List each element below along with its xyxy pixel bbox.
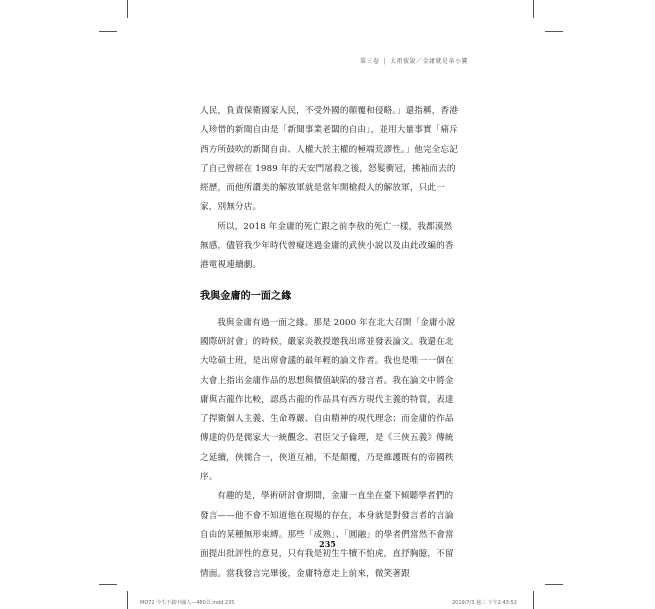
header-title: 太祖彼說／金庸就是韋小寶 [390,58,469,65]
crop-mark [545,584,563,585]
crop-mark [545,31,563,32]
crop-mark [127,591,128,609]
page-number: 235 [319,539,336,549]
crop-mark [533,591,534,609]
footer-date: 2019/7/3 週三 下午2:43:52 [452,600,517,606]
running-header: 第三卷 | 太祖彼說／金庸就是韋小寶 [360,58,469,65]
header-chapter: 第三卷 [360,58,380,65]
section-heading: 我與金庸的一面之緣 [200,290,292,302]
paragraph: 有趣的是，學術研討會期間，金庸一直坐在臺下傾聽學者們的發言——他不會不知道他在現場的存在，本身就是對發言者的言論自由的某種無形束縛。那些「成熟」、「圓融」的學者們當然不會當面提出批評性的意見，只有我是初生牛犢不怕虎，直抒胸臆，不留情面。當我發言完畢後，金庸特意走上前來，微笑著跟 [200,491,454,579]
crop-mark [99,584,117,585]
crop-mark [99,31,117,32]
crop-mark [533,0,534,18]
paragraph: 我與金庸有過一面之緣。那是 2000 年在北大召開「金庸小說國際研討會」的時候，嚴家炎教授邀我出席並發表論文。我還在北大唸碩士班，是出席會議的最年輕的論文作者。我也是唯一一個在大會上指出金庸作品的思想與價值缺陷的發言者。我在論文中將金庸與古龍作比較，認爲古龍的作品具有西方現代主義的特質，表達了捍衛個人主義、生命尊嚴、自由精神的現代理念；而金庸的作品傳達的仍是儒家大一統觀念、君臣父子倫理，是《三俠五義》傳統之延續，俠儒合一，俠道互補，不是顛覆，乃是維護既有的帝國秩序。 [200,317,456,483]
crop-mark [127,0,128,18]
paragraph: 所以，2018 年金庸的死亡跟之前李敖的死亡一樣，我都漠然無感，儘管我少年時代曾癡迷過金庸的武俠小說以及由此改編的香港電視連續劇。 [200,221,454,271]
body-text [200,102,460,584]
footer-file: MO72 今生不做中國人—480頁.indd 235 [140,600,235,606]
paragraph: 人民，負責保衛國家人民，不受外國的顛覆和侵略。」還指稱，香港人珍惜的新聞自由是「新聞事業老闆的自由」，並用大量事實「痛斥西方所鼓吹的新聞自由、人權大於主權的極端荒謬性。」他完全忘記了自己曾經在 1989 年的天安門屠殺之後，怒髮衝冠，拂袖而去的經歷，而他所讚美的解放軍就是當年開槍殺人的解放軍，只此一家，別無分店。 [200,106,459,213]
